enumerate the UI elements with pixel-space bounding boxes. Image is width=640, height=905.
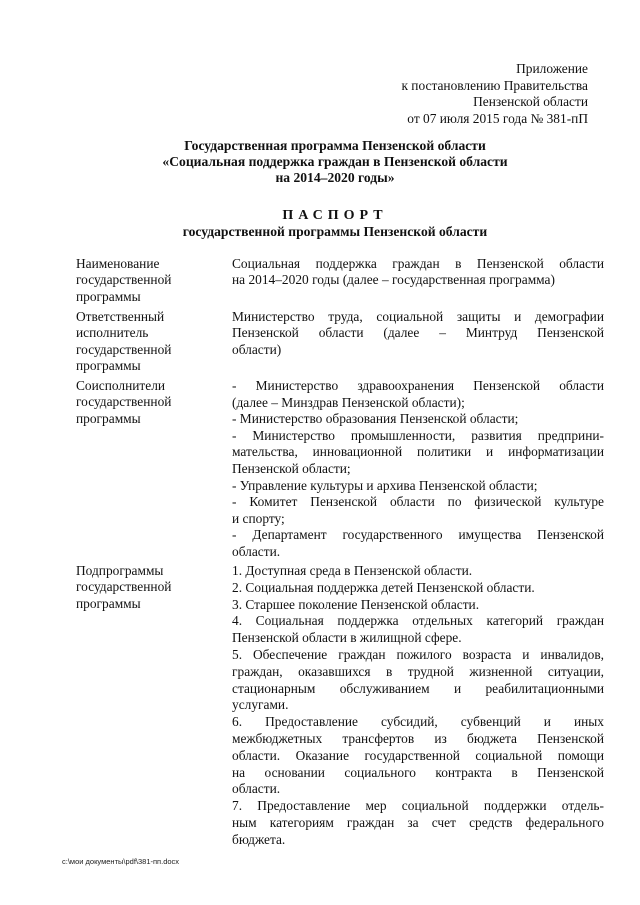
list-item [232,580,604,597]
value-line: области) [232,341,282,357]
row-label-line: государственной [76,272,172,288]
program-title [60,138,610,187]
row-label-line: программы [76,410,141,426]
value-line: (далее – Минздрав Пензенской области); [232,394,465,410]
file-path-footer: c:\мои документы\pdf\381-пп.docx [62,857,180,866]
value-line: Социальная поддержка граждан в Пензенской области [232,256,604,271]
row-label-line: Ответственный [76,309,165,324]
value-line: 1. Доступная среда в Пензенской области. [232,563,473,578]
list-item [232,527,604,560]
list-item [232,478,604,495]
value-line: - Министерство здравоохранения Пензенской области [232,378,604,393]
passport-subtitle: государственной программы Пензенской области [182,224,488,240]
value-line: 7. Предоставление мер социальной поддержки отдель- [232,798,604,814]
value-line: ным категориям граждан за счет средств федерального [232,814,604,830]
row-label-line: Подпрограммы [76,563,164,578]
value-line: 4. Социальная поддержка отдельных категорий граждан [232,613,604,629]
value-line: 6. Предоставление субсидий, субвенций и иных [232,714,604,730]
value-line: 2. Социальная поддержка детей Пензенской области. [232,579,535,595]
value-line: Пензенской области (далее – Минтруд Пензенской [232,325,604,341]
passport-title: ПАСПОРТ [282,208,388,223]
list-item [232,378,604,411]
value-line: Пензенской области в жилищной сфере. [232,630,462,646]
appendix-line: Пензенской области [473,94,588,110]
row-value [232,378,604,561]
value-line: - Министерство промышленности, развития предприни- [232,427,604,443]
list-item [232,563,604,580]
value-line: межбюджетных трансфертов из бюджета Пензенской [232,730,604,746]
row-label-line: программы [76,288,141,304]
row-label [76,378,211,427]
row-label-line: программы [76,595,141,611]
row-label-line: программы [76,358,141,374]
value-line: - Министерство образования Пензенской области; [232,411,519,427]
value-line: и спорту; [232,510,285,526]
value-line: стационарным обслуживанием и реабилитационными [232,680,604,696]
value-line: области. Оказание государственной социальной помощи [232,747,604,763]
row-label-line: Соисполнители [76,378,166,393]
row-label [76,563,211,612]
value-line: области. [232,543,281,559]
row-label-line: государственной [76,394,172,410]
row-label [76,256,211,305]
program-title-line: Государственная программа Пензенской области [184,138,486,153]
value-line: бюджета. [232,831,286,847]
value-line: Министерство труда, социальной защиты и демографии [232,309,604,324]
row-label-line: Наименование [76,256,160,271]
row-value [232,256,604,291]
appendix-line: от 07 июля 2015 года № 381-пП [407,110,588,126]
program-title-line: «Социальная поддержка граждан в Пензенской области [162,154,508,170]
row-label-line: государственной [76,341,172,357]
value-line: 3. Старшее поколение Пензенской области. [232,596,480,612]
list-item [232,494,604,527]
value-line: 5. Обеспечение граждан пожилого возраста и инвалидов, [232,646,604,662]
value-line: - Департамент государственного имущества Пензенской [232,527,604,543]
appendix-line: к постановлению Правительства [401,77,588,93]
appendix-line: Приложение [516,61,588,76]
value-line: на 2014–2020 годы (далее – государственная программа) [232,272,555,288]
passport-heading [60,208,610,240]
list-item [232,309,604,358]
list-item [232,613,604,647]
value-line: мательства, инновационной политики и информатизации [232,444,604,460]
row-label-line: государственной [76,579,172,595]
value-line: - Комитет Пензенской области по физической культуре [232,494,604,510]
row-label-line: исполнитель [76,325,149,341]
program-title-line: на 2014–2020 годы» [275,170,395,186]
list-item [232,411,604,428]
list-item [232,714,604,798]
list-item [232,256,604,289]
list-item [232,597,604,614]
value-line: области. [232,781,281,797]
list-item [232,428,604,478]
value-line: - Управление культуры и архива Пензенской области; [232,477,538,493]
row-value [232,309,604,360]
value-line: граждан, оказавшихся в трудной жизненной ситуации, [232,663,604,679]
value-line: услугами. [232,697,289,713]
value-line: Пензенской области; [232,460,351,476]
row-value [232,563,604,849]
appendix-block [288,61,588,127]
list-item [232,647,604,714]
list-item [232,798,604,848]
value-line: на основании социального контракта в Пензенской [232,764,604,780]
row-label [76,309,211,375]
